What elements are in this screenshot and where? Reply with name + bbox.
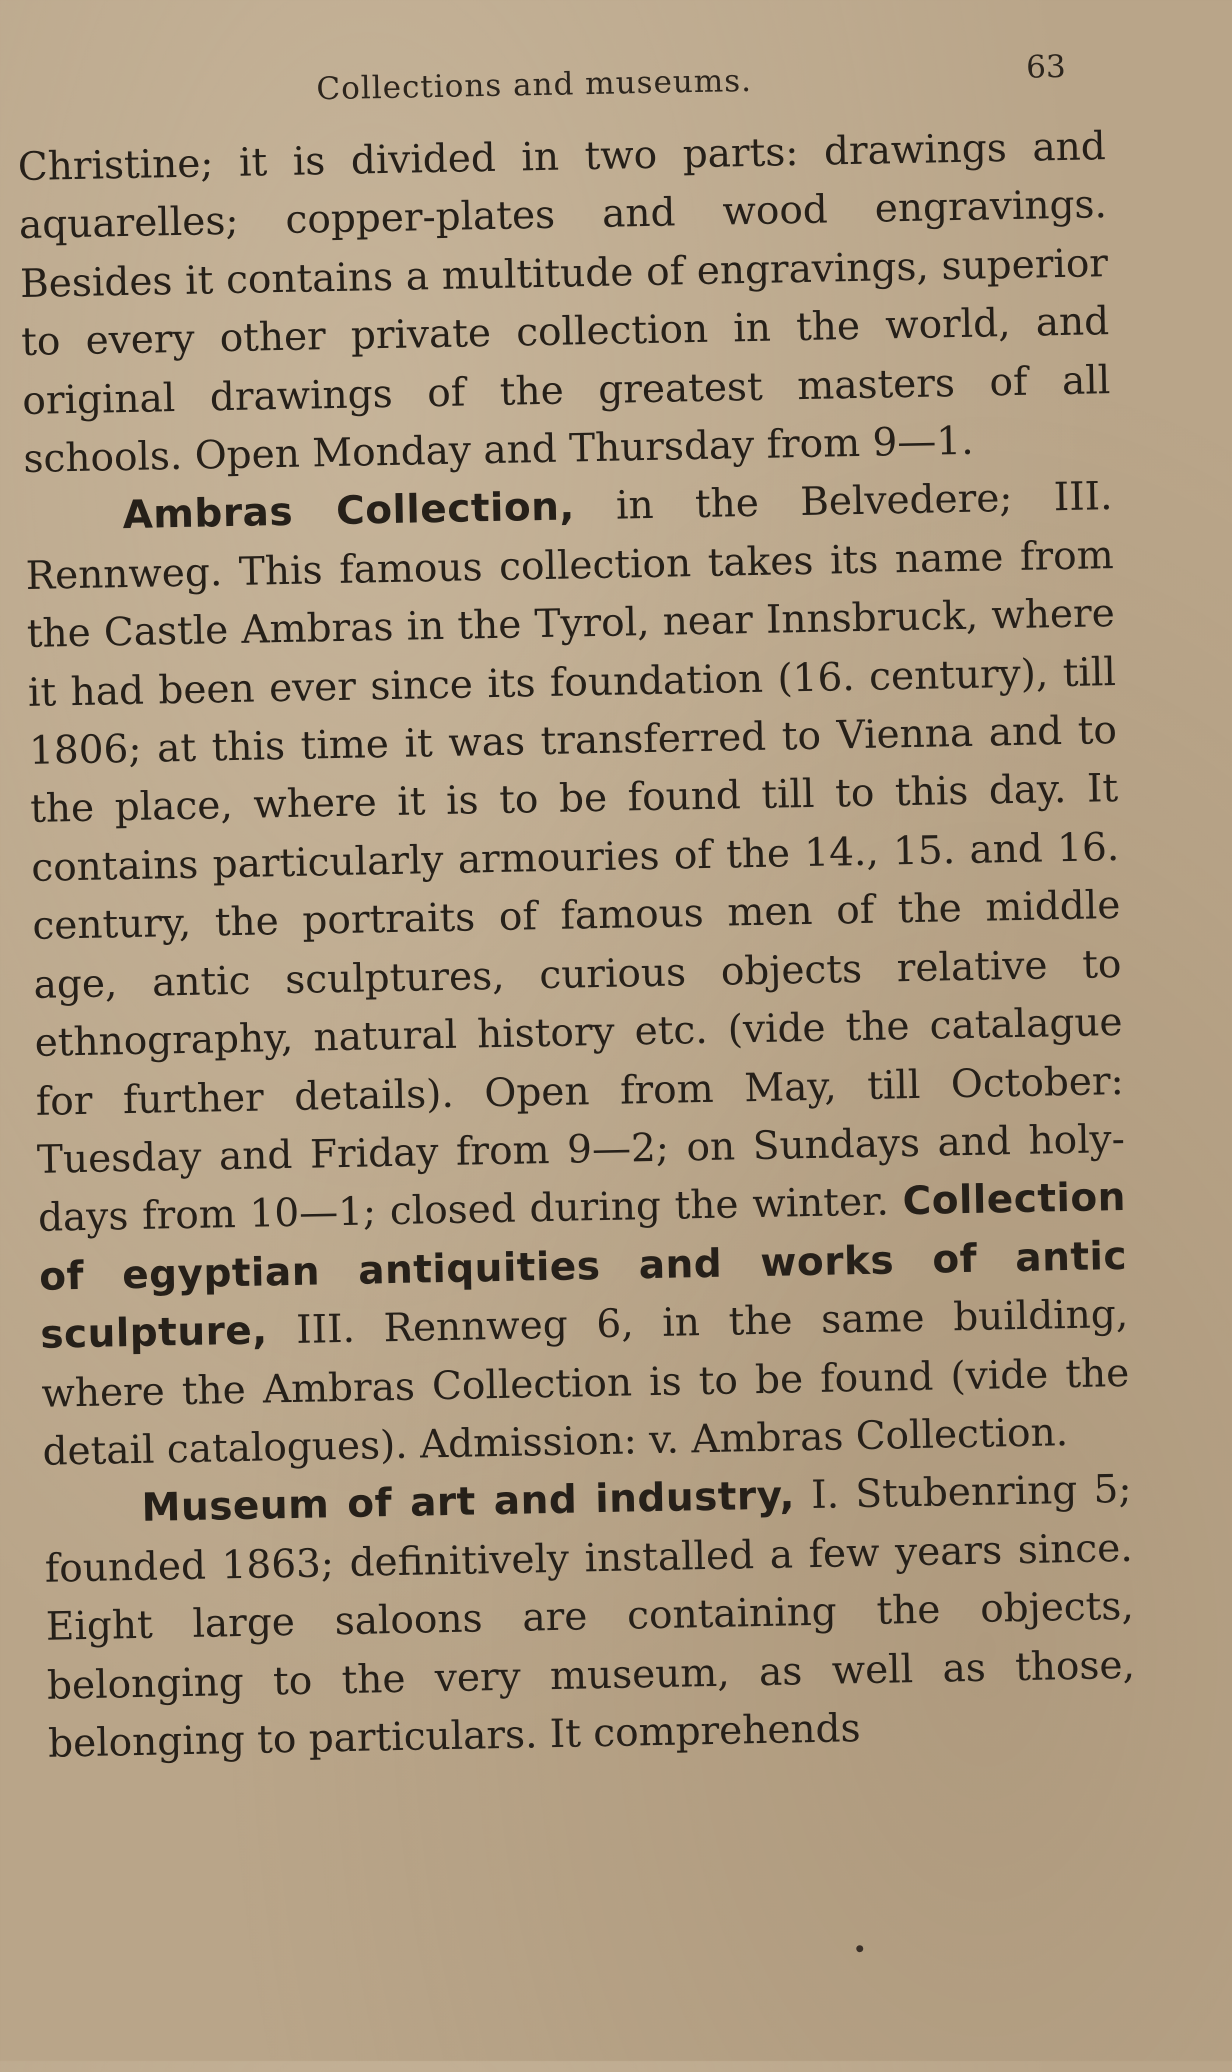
paragraph-albertina-continued — [17, 118, 1112, 489]
heading-ambras-collection: Ambras Collection, — [122, 484, 576, 539]
running-head: Collections and museums. — [316, 62, 753, 108]
paragraph-text: in the Belvedere; III. Rennweg. This famous collection takes its name from the Castle Ambras in the Tyrol, near Innsbruck, where it had been ever since its foundation (16. century), till 1806; at this time it was transferred to Vienna and to the place, where it is to be found till to this day. It contains particularly armouries of the 14., 15. and 16. century, the portraits of famous men of the middle age, antic sculptures, curious objects relative to ethnography, natural history etc. (vide the catalague for further details). Open from May, till October: Tuesday and Friday from 9—2; on Sundays and holy-days from 10—1; closed during the winter. — [25, 474, 1126, 1242]
body-text — [17, 118, 1136, 1774]
page-number: 63 — [1025, 48, 1066, 86]
paragraph-text: I. Stubenring 5; founded 1863; definitively installed a few years since. Eight large saloons are containing the objects, belonging to the very museum, as well as those, belonging to particulars. It comprehends — [44, 1467, 1136, 1767]
heading-museum-art-industry: Museum of art and industry, — [141, 1473, 796, 1532]
heading-egyptian-antiquities: Collection of egyptian antiquities and works of antic sculpture, — [38, 1175, 1128, 1358]
paragraph-text: III. Rennweg 6, in the same building, where the Ambras Collection is to be found (vide the detail catalogues). Admission: v. Ambras Collection. — [41, 1292, 1130, 1475]
ink-speck — [856, 1945, 863, 1952]
paragraph-ambras-collection — [24, 469, 1131, 1483]
paragraph-text: Christine; it is divided in two parts: drawings and aquarelles; copper-plates and wood engravings. Besides it contains a multitude of engravings, superior to every other private collection in the world, and original drawings of the greatest masters of all schools. Open Monday and Thursday from 9—1. — [17, 124, 1111, 482]
paragraph-museum-art-industry — [43, 1461, 1136, 1774]
